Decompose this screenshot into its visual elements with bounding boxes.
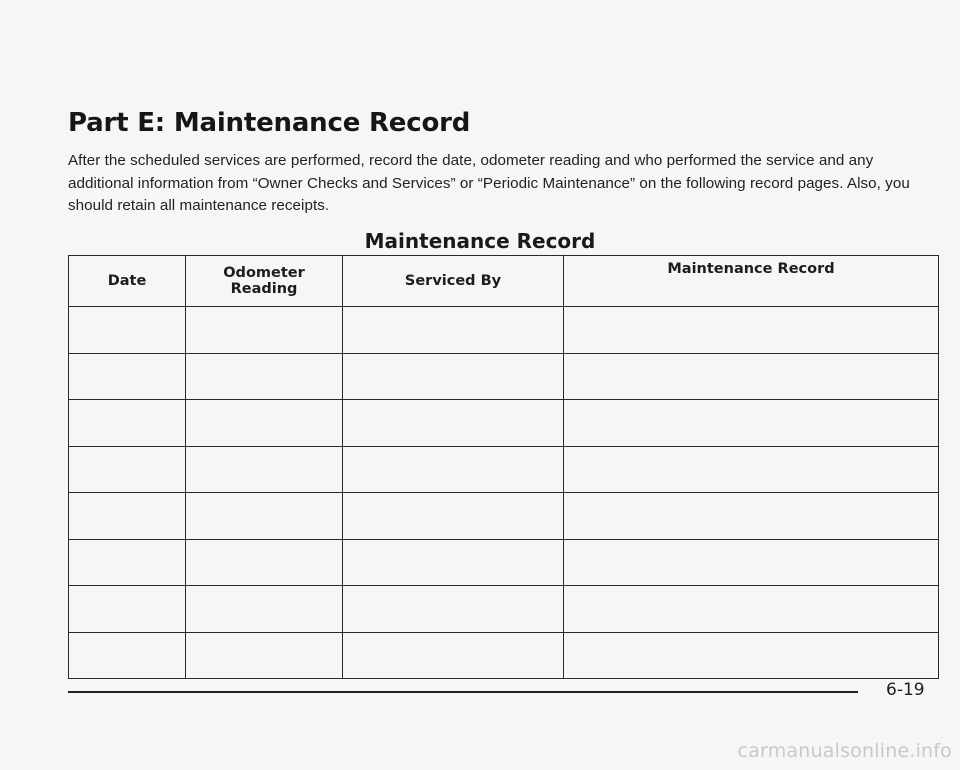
date-cell — [69, 539, 186, 586]
maintenance-record-cell — [564, 400, 939, 447]
column-header-date-label: Date — [107, 273, 147, 289]
table-row — [69, 586, 939, 633]
maintenance-record-table — [68, 255, 939, 679]
maintenance-record-cell — [564, 539, 939, 586]
column-header-odometer-line2: Reading — [230, 281, 298, 297]
odometer-cell — [186, 307, 343, 354]
date-cell — [69, 307, 186, 354]
serviced-by-cell — [343, 307, 564, 354]
maintenance-record-cell — [564, 632, 939, 679]
maintenance-record-cell — [564, 586, 939, 633]
maintenance-record-cell — [564, 493, 939, 540]
column-header-date — [69, 256, 186, 307]
odometer-cell — [186, 353, 343, 400]
table-row — [69, 307, 939, 354]
column-header-maintenance-record-label: Maintenance Record — [667, 261, 835, 277]
odometer-cell — [186, 539, 343, 586]
maintenance-record-cell — [564, 307, 939, 354]
table-row — [69, 446, 939, 493]
column-header-odometer-reading — [186, 256, 343, 307]
watermark-text: carmanualsonline.info — [737, 740, 952, 762]
date-cell — [69, 353, 186, 400]
serviced-by-cell — [343, 539, 564, 586]
serviced-by-cell — [343, 493, 564, 540]
serviced-by-cell — [343, 400, 564, 447]
maintenance-record-cell — [564, 446, 939, 493]
odometer-cell — [186, 493, 343, 540]
table-row — [69, 632, 939, 679]
serviced-by-cell — [343, 586, 564, 633]
serviced-by-cell — [343, 632, 564, 679]
date-cell — [69, 632, 186, 679]
odometer-cell — [186, 400, 343, 447]
table-row — [69, 353, 939, 400]
maintenance-record-cell — [564, 353, 939, 400]
serviced-by-cell — [343, 353, 564, 400]
table-row — [69, 539, 939, 586]
odometer-cell — [186, 586, 343, 633]
footer-rule — [68, 691, 858, 693]
table-title: Maintenance Record — [364, 229, 596, 253]
serviced-by-cell — [343, 446, 564, 493]
date-cell — [69, 400, 186, 447]
date-cell — [69, 586, 186, 633]
column-header-maintenance-record — [564, 256, 939, 307]
table-row — [69, 493, 939, 540]
date-cell — [69, 446, 186, 493]
table-header-row — [69, 256, 939, 307]
date-cell — [69, 493, 186, 540]
odometer-cell — [186, 446, 343, 493]
odometer-cell — [186, 632, 343, 679]
page-number: 6-19 — [886, 680, 925, 700]
table-row — [69, 400, 939, 447]
column-header-serviced-by — [343, 256, 564, 307]
column-header-serviced-by-label: Serviced By — [404, 273, 502, 289]
column-header-odometer-line1: Odometer — [223, 265, 305, 281]
intro-paragraph: After the scheduled services are performed, record the date, odometer reading and who performed the service and any additional information from “Owner Checks and Services” or “Periodic Maintenance” on the following record pages. Also, you should retain all maintenance receipts. — [68, 152, 910, 214]
section-heading: Part E: Maintenance Record — [68, 108, 471, 138]
